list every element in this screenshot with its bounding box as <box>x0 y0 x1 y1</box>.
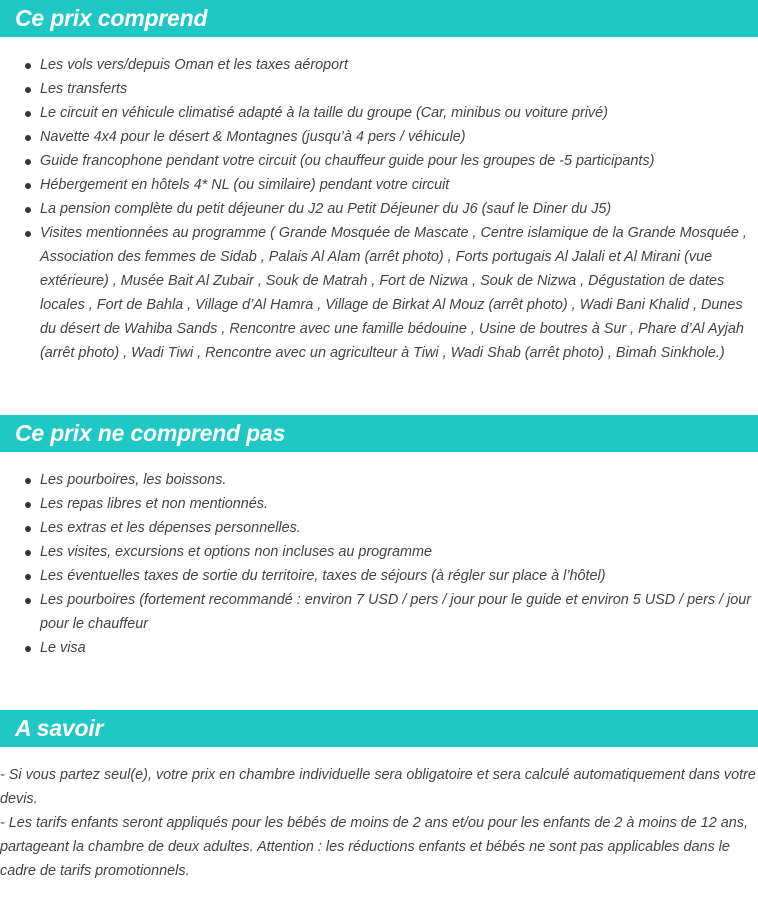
excluded-header <box>0 415 758 452</box>
list-item: Les visites, excursions et options non incluses au programme <box>0 540 758 564</box>
excluded-list <box>0 468 758 660</box>
included-header <box>0 0 758 37</box>
notes-section <box>0 710 758 883</box>
list-item: Les vols vers/depuis Oman et les taxes aéroport <box>0 53 758 77</box>
list-item: Visites mentionnées au programme ( Grande Mosquée de Mascate , Centre islamique de la Grande Mosquée , Association des femmes de Sidab , Palais Al Alam (arrêt photo) , Forts portugais Al Jalali et Al Mirani (vue extérieure) , Musée Bait Al Zubair , Souk de Matrah , Fort de Nizwa , Souk de Nizwa , Dégustation de dates locales , Fort de Bahla , Village d’Al Hamra , Village de Birkat Al Mouz (arrêt photo) , Wadi Bani Khalid , Dunes du désert de Wahiba Sands , Rencontre avec une famille bédouine , Usine de boutres à Sur , Phare d’Al Ayjah (arrêt photo) , Wadi Tiwi , Rencontre avec un agriculteur à Tiwi , Wadi Shab (arrêt photo) , Bimah Sinkhole.) <box>0 221 758 365</box>
list-item: Les transferts <box>0 77 758 101</box>
included-section <box>0 0 758 365</box>
list-item: Le visa <box>0 636 758 660</box>
list-item: Hébergement en hôtels 4* NL (ou similaire) pendant votre circuit <box>0 173 758 197</box>
list-item: Le circuit en véhicule climatisé adapté à la taille du groupe (Car, minibus ou voiture privé) <box>0 101 758 125</box>
notes-title: A savoir <box>15 715 104 741</box>
note-line: - Si vous partez seul(e), votre prix en chambre individuelle sera obligatoire et sera calculé automatiquement dans votre devis. <box>0 767 756 807</box>
list-item: Les extras et les dépenses personnelles. <box>0 516 758 540</box>
list-item: La pension complète du petit déjeuner du J2 au Petit Déjeuner du J6 (sauf le Diner du J5) <box>0 197 758 221</box>
list-item: Guide francophone pendant votre circuit (ou chauffeur guide pour les groupes de -5 participants) <box>0 149 758 173</box>
list-item: Les pourboires, les boissons. <box>0 468 758 492</box>
notes-header <box>0 710 758 747</box>
excluded-title: Ce prix ne comprend pas <box>15 420 286 446</box>
note-line: - Les tarifs enfants seront appliqués pour les bébés de moins de 2 ans et/ou pour les enfants de 2 à moins de 12 ans, partageant la chambre de deux adultes. Attention : les réductions enfants et bébés ne sont pas applicables dans le cadre de tarifs promotionnels. <box>0 815 748 879</box>
included-list <box>0 53 758 365</box>
list-item: Les éventuelles taxes de sortie du territoire, taxes de séjours (à régler sur place à l’hôtel) <box>0 564 758 588</box>
excluded-section <box>0 415 758 660</box>
list-item: Navette 4x4 pour le désert & Montagnes (jusqu’à 4 pers / véhicule) <box>0 125 758 149</box>
list-item: Les repas libres et non mentionnés. <box>0 492 758 516</box>
notes-body <box>0 763 758 883</box>
included-title: Ce prix comprend <box>15 5 208 31</box>
list-item: Les pourboires (fortement recommandé : environ 7 USD / pers / jour pour le guide et environ 5 USD / pers / jour pour le chauffeur <box>0 588 758 636</box>
